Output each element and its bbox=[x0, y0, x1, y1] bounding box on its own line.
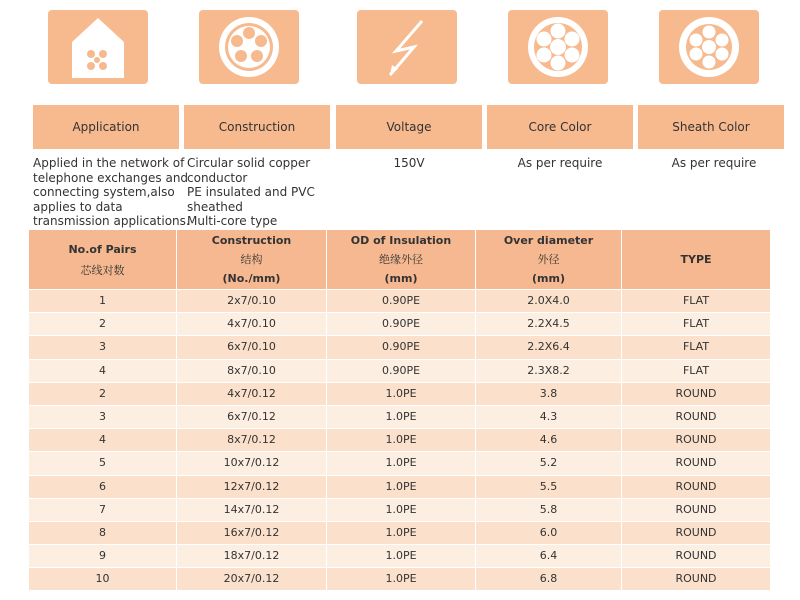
construction-header: Construction bbox=[184, 105, 330, 149]
table-row bbox=[29, 405, 771, 428]
construction-cell: 18x7/0.12 bbox=[177, 545, 327, 568]
table-row bbox=[29, 498, 771, 521]
type-cell: ROUND bbox=[622, 382, 771, 405]
over-diameter-cell: 2.3X8.2 bbox=[476, 359, 622, 382]
pairs-cell: 3 bbox=[29, 405, 177, 428]
voltage-header: Voltage bbox=[336, 105, 482, 149]
table-row bbox=[29, 429, 771, 452]
table-row bbox=[29, 359, 771, 382]
core-color-icon-box bbox=[508, 10, 608, 84]
table-row bbox=[29, 290, 771, 313]
voltage-description: 150V bbox=[393, 156, 425, 170]
type-cell: ROUND bbox=[622, 475, 771, 498]
lightning-icon bbox=[380, 17, 434, 77]
construction-cell: 10x7/0.12 bbox=[177, 452, 327, 475]
sheath-color-icon-box bbox=[659, 10, 759, 84]
over-diameter-cell: 3.8 bbox=[476, 382, 622, 405]
construction-cell: 14x7/0.12 bbox=[177, 498, 327, 521]
table-row bbox=[29, 313, 771, 336]
construction-cell: 2x7/0.10 bbox=[177, 290, 327, 313]
over-diameter-cell: 6.8 bbox=[476, 568, 622, 591]
type-cell: FLAT bbox=[622, 336, 771, 359]
od-insulation-cell: 0.90PE bbox=[327, 359, 476, 382]
over-diameter-cell: 2.2X6.4 bbox=[476, 336, 622, 359]
od-insulation-cell: 1.0PE bbox=[327, 405, 476, 428]
type-cell: ROUND bbox=[622, 452, 771, 475]
pairs-cell: 1 bbox=[29, 290, 177, 313]
construction-cell: 8x7/0.12 bbox=[177, 429, 327, 452]
construction-cell: 6x7/0.10 bbox=[177, 336, 327, 359]
construction-cell: 12x7/0.12 bbox=[177, 475, 327, 498]
pairs-cell: 10 bbox=[29, 568, 177, 591]
table-header-row bbox=[29, 230, 771, 290]
over-diameter-cell: 2.2X4.5 bbox=[476, 313, 622, 336]
pairs-cell: 2 bbox=[29, 313, 177, 336]
application-header: Application bbox=[33, 105, 179, 149]
application-icon-box bbox=[48, 10, 148, 84]
core-color-header: Core Color bbox=[487, 105, 633, 149]
pairs-cell: 5 bbox=[29, 452, 177, 475]
cable-ring-icon bbox=[677, 15, 741, 79]
pairs-cell: 9 bbox=[29, 545, 177, 568]
construction-cell: 20x7/0.12 bbox=[177, 568, 327, 591]
cable-cross-section-icon bbox=[217, 15, 281, 79]
type-cell: ROUND bbox=[622, 545, 771, 568]
pairs-cell: 7 bbox=[29, 498, 177, 521]
construction-cell: 16x7/0.12 bbox=[177, 521, 327, 544]
sheath-color-description: As per require bbox=[671, 156, 757, 170]
pairs-cell: 4 bbox=[29, 429, 177, 452]
type-cell: FLAT bbox=[622, 359, 771, 382]
conductor-strands-icon bbox=[526, 15, 590, 79]
type-cell: FLAT bbox=[622, 290, 771, 313]
type-cell: ROUND bbox=[622, 405, 771, 428]
construction-icon-box bbox=[199, 10, 299, 84]
table-row bbox=[29, 475, 771, 498]
pairs-cell: 6 bbox=[29, 475, 177, 498]
specification-table bbox=[28, 229, 771, 591]
over-diameter-cell: 6.0 bbox=[476, 521, 622, 544]
over-diameter-cell: 6.4 bbox=[476, 545, 622, 568]
type-cell: ROUND bbox=[622, 521, 771, 544]
od-insulation-cell: 0.90PE bbox=[327, 290, 476, 313]
application-description: Applied in the network of telephone exchanges and connecting system,also applies to data transmission applications. bbox=[33, 156, 190, 228]
od-insulation-cell: 1.0PE bbox=[327, 498, 476, 521]
construction-cell: 8x7/0.10 bbox=[177, 359, 327, 382]
header-construction: Construction 结构 (No./mm) bbox=[177, 230, 327, 290]
type-cell: FLAT bbox=[622, 313, 771, 336]
over-diameter-cell: 4.3 bbox=[476, 405, 622, 428]
table-row bbox=[29, 336, 771, 359]
over-diameter-cell: 5.5 bbox=[476, 475, 622, 498]
sheath-color-header: Sheath Color bbox=[638, 105, 784, 149]
construction-cell: 4x7/0.10 bbox=[177, 313, 327, 336]
od-insulation-cell: 1.0PE bbox=[327, 568, 476, 591]
over-diameter-cell: 4.6 bbox=[476, 429, 622, 452]
od-insulation-cell: 1.0PE bbox=[327, 382, 476, 405]
table-row bbox=[29, 545, 771, 568]
header-od-insulation: OD of Insulation 绝缘外径 (mm) bbox=[327, 230, 476, 290]
od-insulation-cell: 1.0PE bbox=[327, 475, 476, 498]
od-insulation-cell: 1.0PE bbox=[327, 452, 476, 475]
table-row bbox=[29, 568, 771, 591]
table-row bbox=[29, 382, 771, 405]
header-type: TYPE bbox=[622, 230, 771, 290]
house-icon bbox=[66, 14, 130, 80]
type-cell: ROUND bbox=[622, 568, 771, 591]
pairs-cell: 2 bbox=[29, 382, 177, 405]
pairs-cell: 3 bbox=[29, 336, 177, 359]
pairs-cell: 4 bbox=[29, 359, 177, 382]
table-row bbox=[29, 521, 771, 544]
header-pairs: No.of Pairs 芯线对数 bbox=[29, 230, 177, 290]
construction-cell: 4x7/0.12 bbox=[177, 382, 327, 405]
type-cell: ROUND bbox=[622, 498, 771, 521]
core-color-description: As per require bbox=[517, 156, 603, 170]
header-over-diameter: Over diameter 外径 (mm) bbox=[476, 230, 622, 290]
voltage-icon-box bbox=[357, 10, 457, 84]
od-insulation-cell: 1.0PE bbox=[327, 521, 476, 544]
over-diameter-cell: 5.8 bbox=[476, 498, 622, 521]
od-insulation-cell: 0.90PE bbox=[327, 336, 476, 359]
over-diameter-cell: 2.0X4.0 bbox=[476, 290, 622, 313]
construction-cell: 6x7/0.12 bbox=[177, 405, 327, 428]
table-row bbox=[29, 452, 771, 475]
type-cell: ROUND bbox=[622, 429, 771, 452]
od-insulation-cell: 1.0PE bbox=[327, 429, 476, 452]
pairs-cell: 8 bbox=[29, 521, 177, 544]
over-diameter-cell: 5.2 bbox=[476, 452, 622, 475]
od-insulation-cell: 0.90PE bbox=[327, 313, 476, 336]
construction-description: Circular solid copper conductor PE insulated and PVC sheathed Multi-core type bbox=[187, 156, 315, 228]
od-insulation-cell: 1.0PE bbox=[327, 545, 476, 568]
